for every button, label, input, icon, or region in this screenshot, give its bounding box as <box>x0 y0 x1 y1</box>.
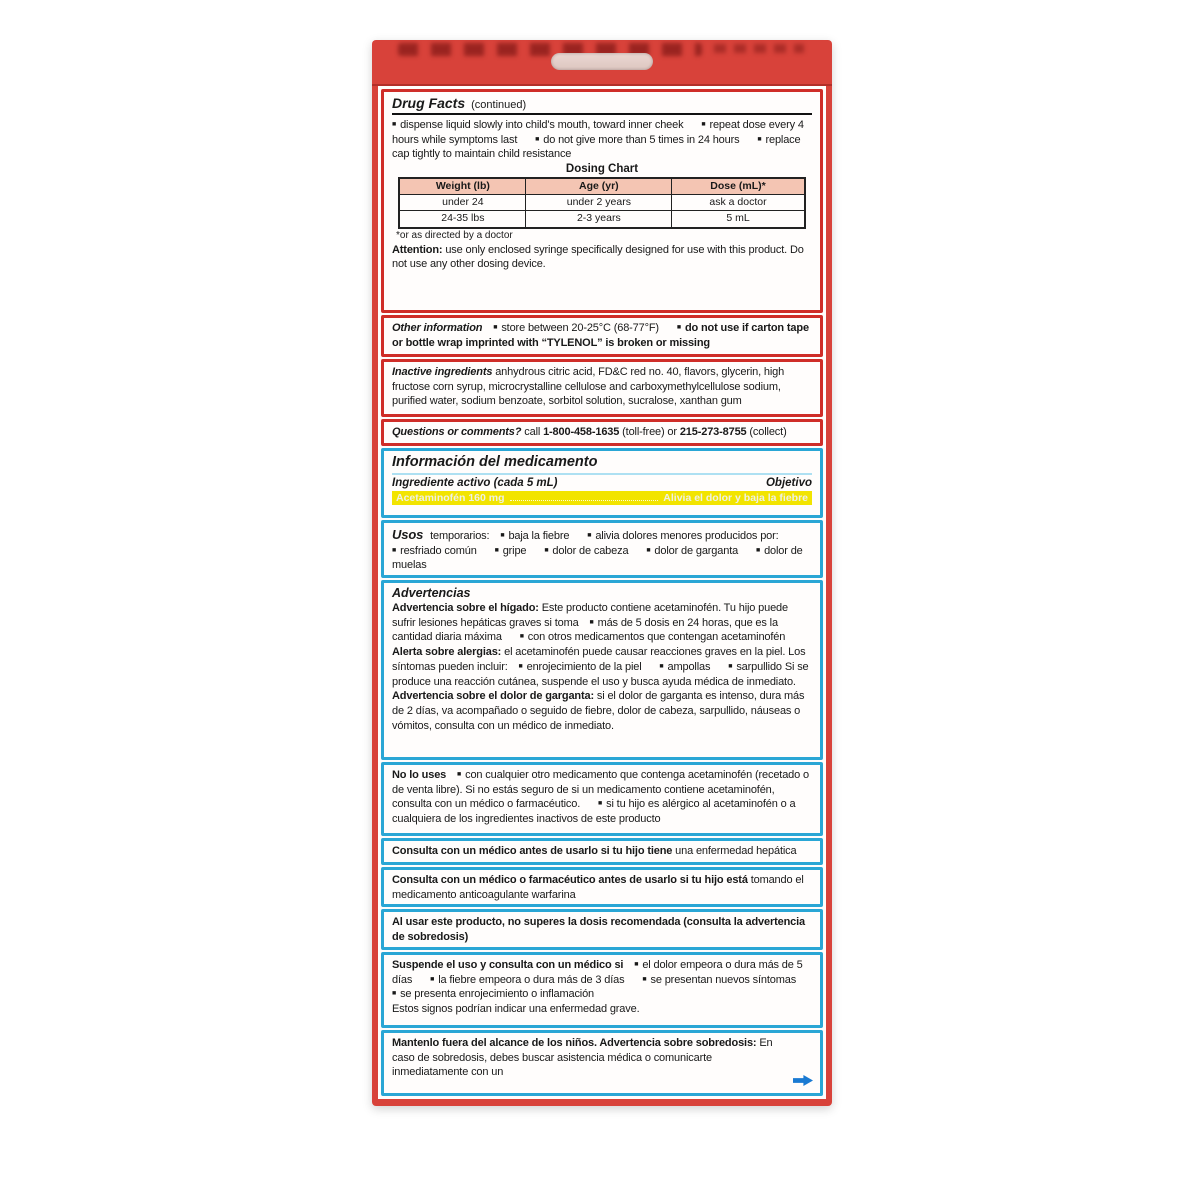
suspende-after: Estos signos podrían indicar una enfermedad grave. <box>392 1003 640 1016</box>
table-row <box>399 195 804 211</box>
purpose-label: Objetivo <box>765 477 812 489</box>
do-not-use-bullet: ■ do not use if carton tape or bottle wrap imprinted with “TYLENOL” is broken or missing <box>392 322 809 349</box>
consulta-farmaceutico-paragraph <box>392 873 812 902</box>
questions-call: call <box>524 426 541 438</box>
bullet-item: ■ ampollas <box>659 661 710 673</box>
bullet-item: ■ resfriado común <box>392 545 477 557</box>
no-lo-uses-box <box>381 762 823 836</box>
sore-throat-lead: Advertencia sobre el dolor de garganta: <box>392 690 594 703</box>
consulta-farmaceutico-box <box>381 867 823 908</box>
other-information-paragraph <box>392 321 812 350</box>
bullet-item: ■ con otros medicamentos que contengan acetaminofén <box>520 631 786 643</box>
mantenlo-lead: Mantenlo fuera del alcance de los niños. Advertencia sobre sobredosis: <box>392 1036 757 1049</box>
active-ingredient-highlight <box>392 491 812 505</box>
attention-lead: Attention: <box>392 243 443 256</box>
consulta-farmaceutico-lead: Consulta con un médico o farmacéutico antes de usarlo si tu hijo está <box>392 873 748 886</box>
bullet-item: ■ baja la fiebre <box>500 530 569 542</box>
attention-paragraph <box>392 243 812 272</box>
allergy-alert-lead: Alerta sobre alergias: <box>392 646 502 659</box>
tylenol-carton-back <box>372 40 832 1106</box>
al-usar-paragraph <box>392 915 812 944</box>
table-col-header: Dose (mL)* <box>672 178 805 195</box>
flap-ghost-print-right <box>714 44 804 53</box>
drug-facts-title: Drug Facts <box>392 95 466 111</box>
bullet-item: ■ si tu hijo es alérgico al acetaminofén o a cualquiera de los ingredientes inactivos de este producto <box>392 798 796 825</box>
active-ingredient-row <box>392 477 812 489</box>
inactive-ingredients-lead: Inactive ingredients <box>392 366 493 378</box>
inactive-ingredients-text: anhydrous citric acid, FD&C red no. 40, flavors, glycerin, high fructose corn syrup, microcrystalline cellulose and carboxymethylcellulose sodium, purified water, sodium benzoate, sorbitol solution, sucralose, xanthan gum <box>392 366 785 408</box>
table-cell: 24-35 lbs <box>399 211 526 228</box>
table-cell: under 24 <box>399 195 526 211</box>
directions-bullets <box>392 118 812 162</box>
bullet-item: ■ el dolor empeora o dura más de 5 días <box>392 959 803 986</box>
active-ingredient-label: Ingrediente activo (cada 5 mL) <box>392 477 558 489</box>
al-usar-lead: Al usar este producto, no superes la dosis recomendada (consulta la advertencia de sobredosis) <box>392 916 806 944</box>
flap-thumb-tab <box>551 53 653 70</box>
consulta-medico-paragraph <box>392 844 812 859</box>
bullet-item: ■ dispense liquid slowly into child's mouth, toward inner cheek <box>392 119 683 131</box>
bullet-item: ■ más de 5 dosis en 24 horas, que es la cantidad diaria máxima <box>392 617 778 644</box>
no-lo-uses-paragraph <box>392 768 812 827</box>
inactive-ingredients-box <box>381 359 823 417</box>
mantenlo-paragraph <box>392 1036 812 1080</box>
directions-bullet-list <box>392 119 804 160</box>
bullet-item: ■ dolor de garganta <box>646 545 738 557</box>
tollfree-note: (toll-free) or <box>622 426 677 438</box>
al-usar-box <box>381 909 823 950</box>
inactive-ingredients-paragraph <box>392 365 812 409</box>
informacion-title: Información del medicamento <box>392 454 812 475</box>
no-lo-uses-bullets <box>392 769 809 825</box>
allergy-alert-after: Si se produce una reacción cutánea, suspende el uso y busca ayuda médica de inmediato. <box>392 660 809 688</box>
other-information-lead: Other information <box>392 322 483 334</box>
usos-box <box>381 520 823 578</box>
collect-note: (collect) <box>749 426 787 438</box>
advertencias-box <box>381 580 823 760</box>
dotted-leader <box>510 500 659 501</box>
bullet-item: ■ se presenta enrojecimiento o inflamación <box>392 988 594 1000</box>
suspende-paragraph <box>392 958 812 1002</box>
suspende-box <box>381 952 823 1028</box>
drug-facts-continued: (continued) <box>471 99 527 111</box>
mantenlo-text: En caso de sobredosis, debes buscar asistencia médica o comunicarte inmediatamente con un <box>392 1036 773 1079</box>
bullet-item: ■ repeat dose every 4 hours while symptoms last <box>392 119 804 146</box>
usos-lead: Usos <box>392 527 424 542</box>
table-cell: ask a doctor <box>672 195 805 211</box>
no-lo-uses-lead: No lo uses <box>392 769 447 781</box>
active-ingredient-value: Acetaminofén 160 mg <box>396 492 505 504</box>
table-cell: 2-3 years <box>526 211 672 228</box>
bullet-item: ■ enrojecimiento de la piel <box>519 661 642 673</box>
bullet-item: ■ se presentan nuevos síntomas <box>642 974 796 986</box>
allergy-alert-text: el acetaminofén puede causar reacciones graves en la piel. Los síntomas pueden incluir: <box>392 646 806 673</box>
informacion-box <box>381 448 823 518</box>
consulta-medico-text: una enfermedad hepática <box>675 845 797 857</box>
usos-paragraph <box>392 526 812 573</box>
other-information-box <box>381 315 823 357</box>
dosing-chart-table <box>398 177 805 228</box>
bullet-item: ■ alivia dolores menores producidos por: <box>587 530 778 542</box>
bullet-item: ■ sarpullido <box>728 661 782 673</box>
bullet-item: ■ do not give more than 5 times in 24 hours <box>535 134 739 146</box>
label-panel <box>378 86 826 1099</box>
sore-throat-text: si el dolor de garganta es intenso, dura más de 2 días, va acompañado o seguido de fiebre, dolor de cabeza, sarpullido, náuseas o vómitos, consulta con un médico de inmediato. <box>392 690 805 732</box>
table-col-header: Age (yr) <box>526 178 672 195</box>
dosing-chart-footnote: *or as directed by a doctor <box>396 229 513 241</box>
questions-box <box>381 419 823 446</box>
table-row <box>399 211 804 228</box>
allergy-alert-paragraph <box>392 645 812 689</box>
bullet-item: ■ dolor de cabeza <box>544 545 628 557</box>
suspende-lead: Suspende el uso y consulta con un médico si <box>392 958 624 971</box>
table-cell: 5 mL <box>672 211 805 228</box>
liver-warning-lead: Advertencia sobre el hígado: <box>392 602 539 614</box>
store-bullet: ■ store between 20-25°C (68-77°F) <box>493 322 659 334</box>
phone-collect: 215-273-8755 <box>679 426 747 438</box>
bullet-item: ■ con cualquier otro medicamento que contenga acetaminofén (recetado o de venta libre). Si no estás seguro de si un medicamento contiene acetaminofén, consulta con un médico o farmacéutico. <box>392 769 809 810</box>
questions-paragraph <box>392 425 812 440</box>
advertencias-title: Advertencias <box>392 586 471 600</box>
flap-ghost-print <box>398 43 702 56</box>
questions-lead: Questions or comments? <box>392 426 522 438</box>
consulta-medico-box <box>381 838 823 865</box>
phone-tollfree: 1-800-458-1635 <box>543 426 620 438</box>
consulta-medico-lead: Consulta con un médico antes de usarlo si tu hijo tiene <box>392 845 673 857</box>
drug-facts-header <box>392 95 812 115</box>
table-cell: under 2 years <box>526 195 672 211</box>
purpose-value: Alivia el dolor y baja la fiebre <box>663 492 808 504</box>
bullet-item: ■ replace cap tightly to maintain child resistance <box>392 134 801 161</box>
liver-warning-paragraph <box>392 601 812 645</box>
drug-facts-box <box>381 89 823 313</box>
allergy-alert-bullets <box>519 661 785 673</box>
dosing-chart-title: Dosing Chart <box>565 163 639 176</box>
bullet-item: ■ dolor de muelas <box>392 545 803 572</box>
sore-throat-paragraph <box>392 689 812 733</box>
table-header-row <box>399 178 804 195</box>
consulta-farmaceutico-text: tomando el medicamento anticoagulante warfarina <box>392 873 804 901</box>
usos-intro: temporarios: <box>430 530 490 542</box>
carton-top-flap <box>372 40 832 86</box>
liver-warning-text: Este producto contiene acetaminofén. Tu hijo puede sufrir lesiones hepáticas graves si toma <box>392 602 788 629</box>
bullet-item: ■ la fiebre empeora o dura más de 3 días <box>430 974 624 986</box>
attention-text: use only enclosed syringe specifically designed for use with this product. Do not use any other dosing device. <box>392 243 804 271</box>
bullet-item: ■ gripe <box>495 545 527 557</box>
table-col-header: Weight (lb) <box>399 178 526 195</box>
mantenlo-box <box>381 1030 823 1096</box>
